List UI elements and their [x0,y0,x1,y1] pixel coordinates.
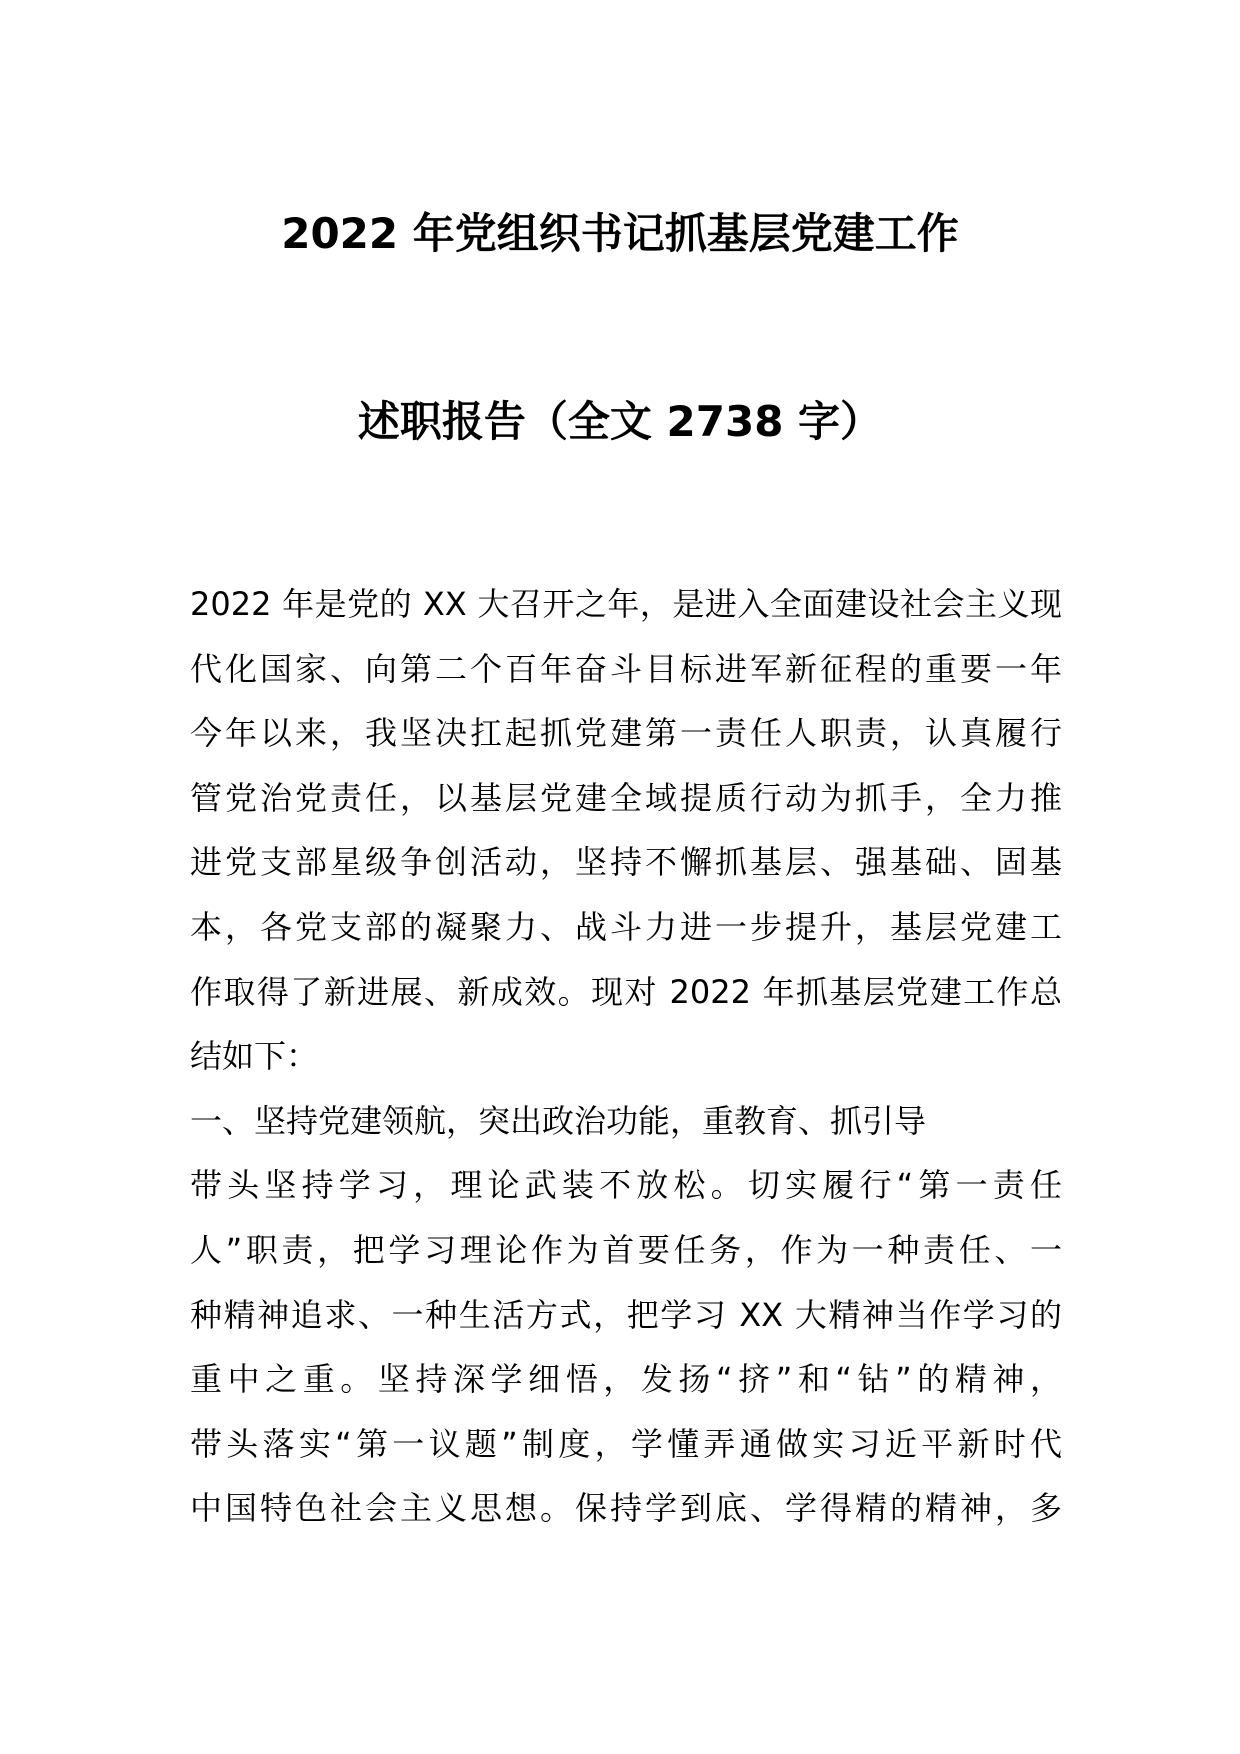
document-title-line-1: 2022 年党组织书记抓基层党建工作 [281,209,959,258]
body-line: 人”职责，把学习理论作为首要任务，作为一种责任、一 [190,1230,1062,1269]
body-line: 代化国家、向第二个百年奋斗目标进军新征程的重要一年 [190,649,1062,688]
body-line: 2022 年是党的 XX 大召开之年，是进入全面建设社会主义现 [190,585,1062,623]
body-line: 重中之重。坚持深学细悟，发扬“挤”和“钻”的精神， [190,1360,1062,1399]
body-line: 结如下： [190,1037,319,1076]
document-body [190,572,1062,1541]
section-heading: 一、坚持党建领航，突出政治功能，重教育、抓引导 [190,1101,927,1140]
body-line: 带头落实“第一议题”制度，学懂弄通做实习近平新时代 [190,1424,1062,1463]
body-line: 本，各党支部的凝聚力、战斗力进一步提升，基层党建工 [190,907,1062,946]
body-line: 今年以来，我坚决扛起抓党建第一责任人职责，认真履行 [190,714,1062,753]
document-title-line-2: 述职报告（全文 2738 字） [357,397,883,446]
body-line: 进党支部星级争创活动，坚持不懈抓基层、强基础、固基 [190,843,1062,882]
body-line: 中国特色社会主义思想。保持学到底、学得精的精神，多 [190,1489,1062,1528]
body-line: 作取得了新进展、新成效。现对 2022 年抓基层党建工作总 [190,972,1062,1011]
body-line: 种精神追求、一种生活方式，把学习 XX 大精神当作学习的 [190,1295,1062,1334]
body-line: 管党治党责任，以基层党建全域提质行动为抓手，全力推 [190,778,1062,817]
body-line: 带头坚持学习，理论武装不放松。切实履行“第一责任 [190,1166,1062,1205]
